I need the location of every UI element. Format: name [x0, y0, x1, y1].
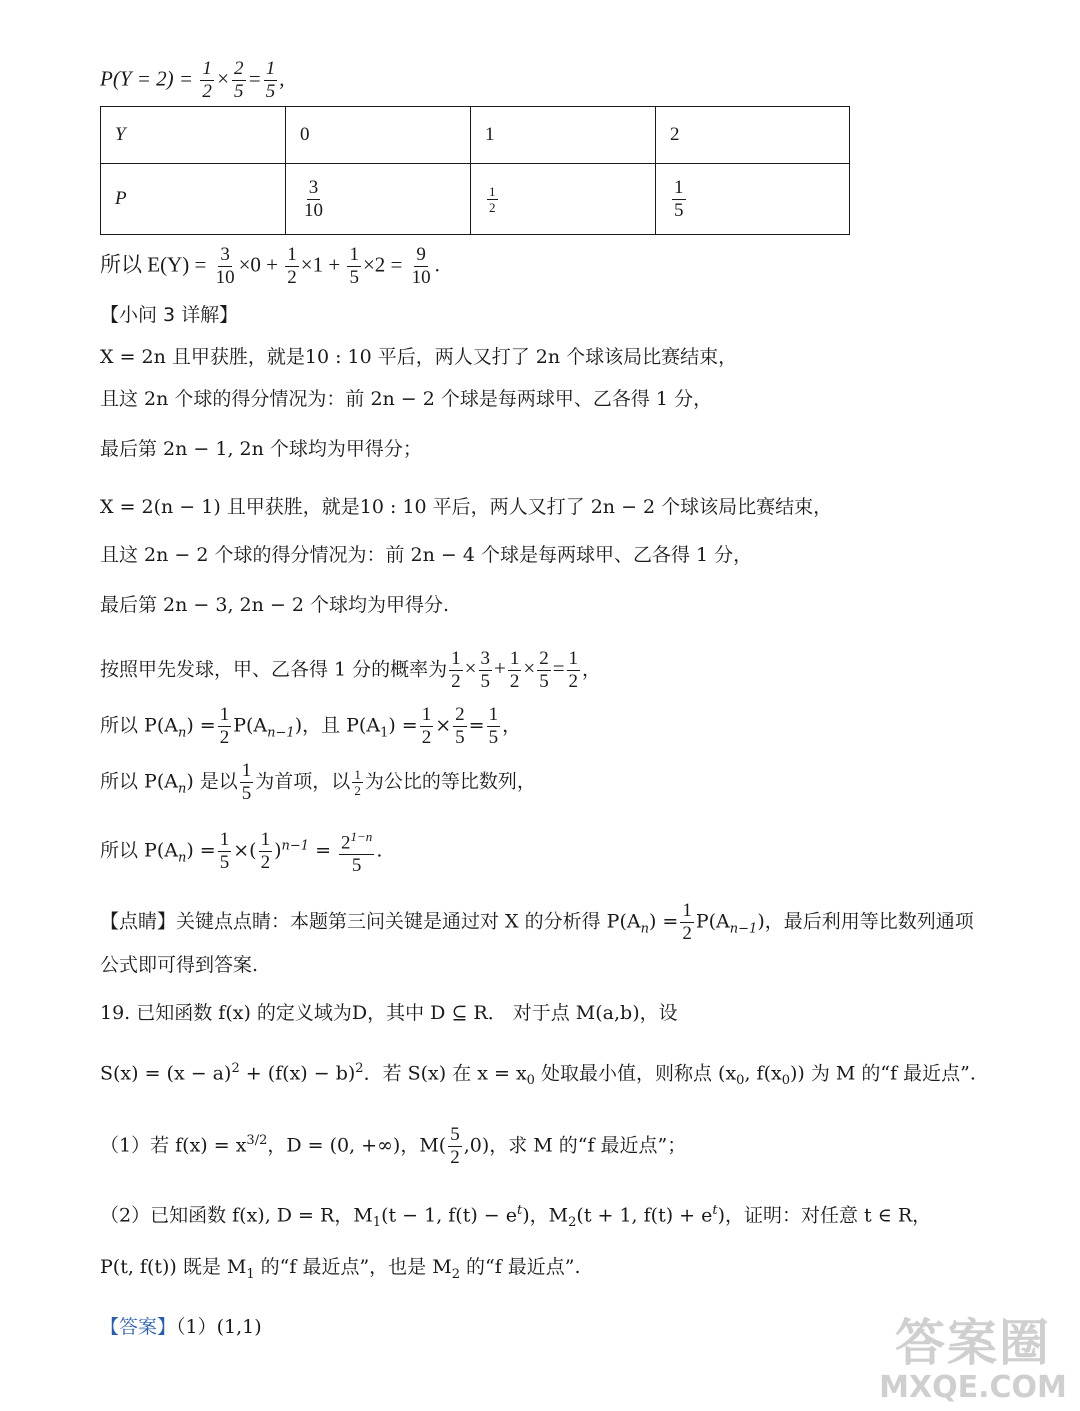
q19-line-2: $S(x) = (x - a)^2 + (f(x) - b)^2$．若 S(x) 在 $x = x_0$ 处取最小值，则称点 ($x_0$, $f(x_0)$) 为 M 的“f 最近点”. — [100, 1061, 976, 1089]
table-cell: 2 — [656, 107, 850, 164]
q19-part-2-continuation: P(t, f(t)) 既是 $M_1$ 的“f 最近点”，也是 $M_2$ 的“f 最近点”. — [100, 1256, 581, 1282]
table-cell — [656, 164, 850, 235]
final-formula-line: 所以 $P(A_n)$ = $\frac{1}{5}$ ×( $\frac{1}{2}$ )$^{n-1}$ = $\frac{2^{1-n}}{5}$ . — [100, 826, 382, 877]
eq-lhs: P(Y = 2) = — [100, 66, 194, 91]
text-line: 且这 2n 个球的得分情况为：前 2n − 2 个球是每两球甲、乙各得 1 分， — [100, 388, 713, 410]
table-cell — [471, 164, 656, 235]
text-line: X = 2n 且甲获胜，就是10 : 10 平后，两人又打了 2n 个球该局比赛结束， — [100, 346, 738, 368]
table-cell: Y — [101, 107, 286, 164]
top-equation: P(Y = 2) = $\frac{1}{2}$ × $\frac{2}{5}$ = $\frac{1}{5}$ , — [100, 58, 285, 102]
text-line: 且这 2n − 2 个球的得分情况为：前 2n − 4 个球是每两球甲、乙各得 1 分， — [100, 544, 753, 566]
q19-part-2: （2）已知函数 f(x), D = R，$M_1(t - 1$, $f(t) - e^t$)，$M_2(t + 1$, $f(t) + e^t$)，证明：对任意 t ∈ R， — [100, 1203, 932, 1231]
table-row — [101, 107, 850, 164]
expectation-line: 所以 E(Y) = $\frac{3}{10}$ ×0 + $\frac{1}{2}$ ×1 + $\frac{1}{5}$ ×2 = $\frac{9}{10}$ . — [100, 244, 440, 288]
section-heading-q3: 【小问 3 详解】 — [100, 304, 239, 326]
text-line: 最后第 2n − 3, 2n − 2 个球均为甲得分. — [100, 594, 450, 616]
text-line: 最后第 2n − 1, 2n 个球均为甲得分； — [100, 438, 422, 460]
table-cell: P — [101, 164, 286, 235]
fraction: $\frac{1}{5}$ — [265, 58, 276, 102]
fraction: $\frac{1}{2}$ — [202, 58, 212, 102]
answer-tag: 【答案】 — [100, 1316, 177, 1338]
table-row — [101, 164, 850, 235]
table-cell: 0 — [286, 107, 471, 164]
q19-line-1: 19. 已知函数 f(x) 的定义域为D，其中 D ⊆ R． 对于点 M(a,b)，设 — [100, 1002, 678, 1024]
text-line: X = 2(n − 1) 且甲获胜，就是10 : 10 平后，两人又打了 2n − 2 个球该局比赛结束， — [100, 496, 833, 518]
fraction: $\frac{3}{10}$ — [215, 244, 235, 288]
hint-continuation: 公式即可得到答案. — [100, 954, 259, 976]
fraction: $\frac{2}{5}$ — [234, 58, 244, 102]
fraction: $\frac{1}{2}$ — [287, 244, 297, 288]
recursion-line: 所以 $P(A_n)$ = $\frac{1}{2}$ $P(A_{n-1})$，且 $P(A_1)$ = $\frac{1}{2}$ × $\frac{2}{5}$ = $\frac{1}{5}$ ， — [100, 704, 522, 748]
fraction: $\frac{1}{2}$ — [489, 183, 496, 215]
fraction: $\frac{1}{5}$ — [674, 176, 684, 221]
table-cell — [286, 164, 471, 235]
q19-part-1: （1）若 $f(x) = x^{3/2}$，D = (0, +∞)，M( $\frac{5}{2}$ ,0)，求 M 的“f 最近点”； — [100, 1124, 687, 1168]
table-cell: 1 — [471, 107, 656, 164]
answer-text: （1）(1,1) — [176, 1316, 262, 1338]
geometric-line: 所以 $P(A_n)$ 是以 $\frac{1}{5}$ 为首项，以 $\frac{1}{2}$ 为公比的等比数列， — [100, 760, 536, 804]
watermark-logo: 答案圈 MXQE.COM — [879, 1314, 1067, 1405]
answer-line — [100, 1312, 262, 1342]
prob-line: 按照甲先发球，甲、乙各得 1 分的概率为 $\frac{1}{2}$ × $\frac{3}{5}$ + $\frac{1}{2}$ × $\frac{2}{5}$ = $\frac{1}{2}$ ， — [100, 648, 602, 692]
distribution-table — [100, 106, 850, 235]
hint-paragraph: 【点睛】关键点点睛：本题第三问关键是通过对 X 的分析得 $P(A_n)$ = $\frac{1}{2}$ $P(A_{n-1})$，最后利用等比数列通项 — [100, 900, 974, 944]
fraction: $\frac{9}{10}$ — [411, 244, 431, 288]
fraction: $\frac{1}{5}$ — [349, 244, 359, 288]
fraction: $\frac{3}{10}$ — [304, 176, 323, 221]
